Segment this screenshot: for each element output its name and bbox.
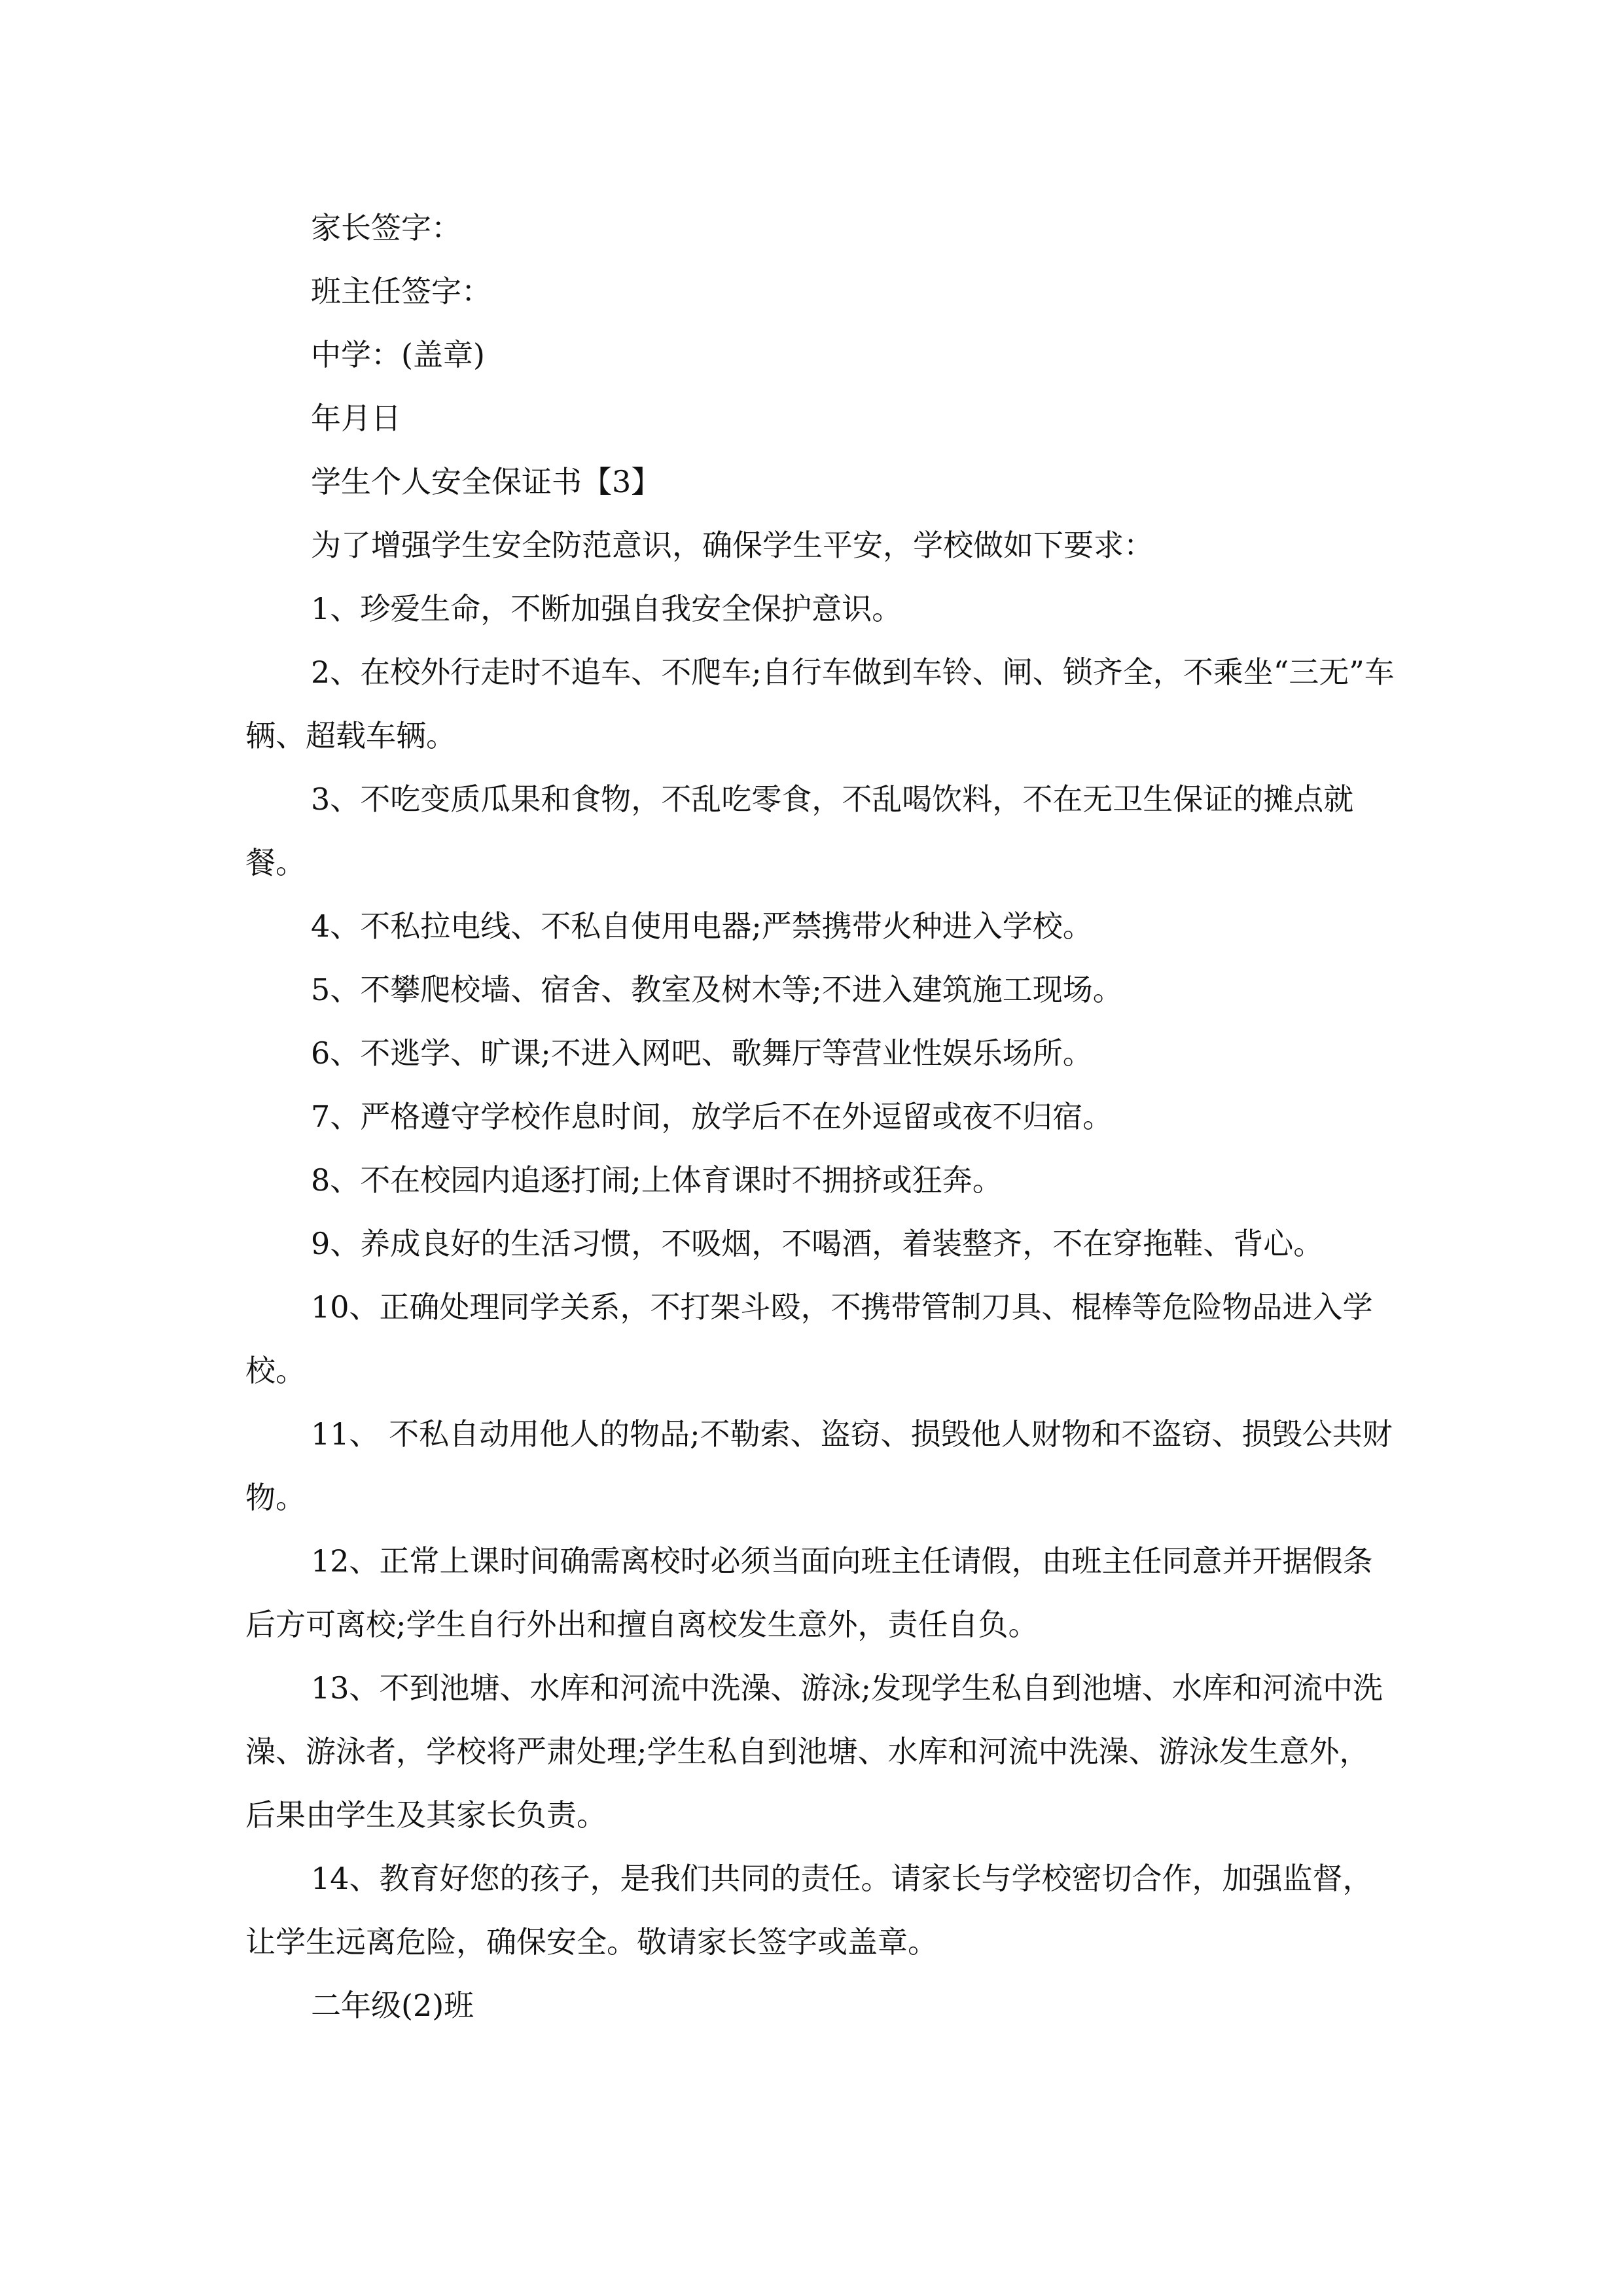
list-item: 13、不到池塘、水库和河流中洗澡、游泳;发现学生私自到池塘、水库和河流中洗澡、游泳者，学校将严肃处理;学生私自到池塘、水库和河流中洗澡、游泳发生意外，后果由学生及其家长负责。 — [245, 1670, 1383, 1833]
list-item: 14、教育好您的孩子，是我们共同的责任。请家长与学校密切合作，加强监督，让学生远离危险，确保安全。敬请家长签字或盖章。 — [245, 1861, 1373, 1960]
school-stamp-line: 中学：(盖章) — [311, 337, 485, 372]
document-body — [245, 196, 1397, 2037]
list-item: 8、不在校园内追逐打闹;上体育课时不拥挤或狂奔。 — [311, 1162, 1003, 1198]
list-item: 3、不吃变质瓜果和食物，不乱吃零食，不乱喝饮料，不在无卫生保证的摊点就餐。 — [245, 781, 1354, 880]
date-line: 年月日 — [311, 401, 401, 436]
document-title: 学生个人安全保证书【3】 — [311, 464, 662, 499]
parent-signature-line: 家长签字： — [311, 210, 461, 245]
list-item: 5、不攀爬校墙、宿舍、教室及树木等;不进入建筑施工现场。 — [311, 972, 1123, 1007]
list-item: 11、 不私自动用他人的物品;不勒索、盗窃、损毁他人财物和不盗窃、损毁公共财物。 — [245, 1416, 1393, 1515]
teacher-signature-line: 班主任签字： — [311, 274, 491, 309]
intro-paragraph: 为了增强学生安全防范意识，确保学生平安，学校做如下要求： — [311, 528, 1154, 563]
list-item: 4、不私拉电线、不私自使用电器;严禁携带火种进入学校。 — [311, 908, 1093, 944]
list-item: 6、不逃学、旷课;不进入网吧、歌舞厅等营业性娱乐场所。 — [311, 1035, 1093, 1071]
list-item: 12、正常上课时间确需离校时必须当面向班主任请假，由班主任同意并开据假条后方可离校;学生自行外出和擅自离校发生意外，责任自负。 — [245, 1543, 1373, 1642]
list-item: 2、在校外行走时不追车、不爬车;自行车做到车铃、闸、锁齐全，不乘坐“三无”车辆、超载车辆。 — [245, 655, 1395, 753]
list-item: 1、珍爱生命，不断加强自我安全保护意识。 — [311, 591, 902, 626]
list-item: 9、养成良好的生活习惯，不吸烟，不喝酒，着装整齐，不在穿拖鞋、背心。 — [311, 1226, 1324, 1261]
class-name-line: 二年级(2)班 — [311, 1988, 474, 2023]
list-item: 10、正确处理同学关系，不打架斗殴，不携带管制刀具、棍棒等危险物品进入学校。 — [245, 1289, 1373, 1388]
list-item: 7、严格遵守学校作息时间，放学后不在外逗留或夜不归宿。 — [311, 1099, 1113, 1134]
